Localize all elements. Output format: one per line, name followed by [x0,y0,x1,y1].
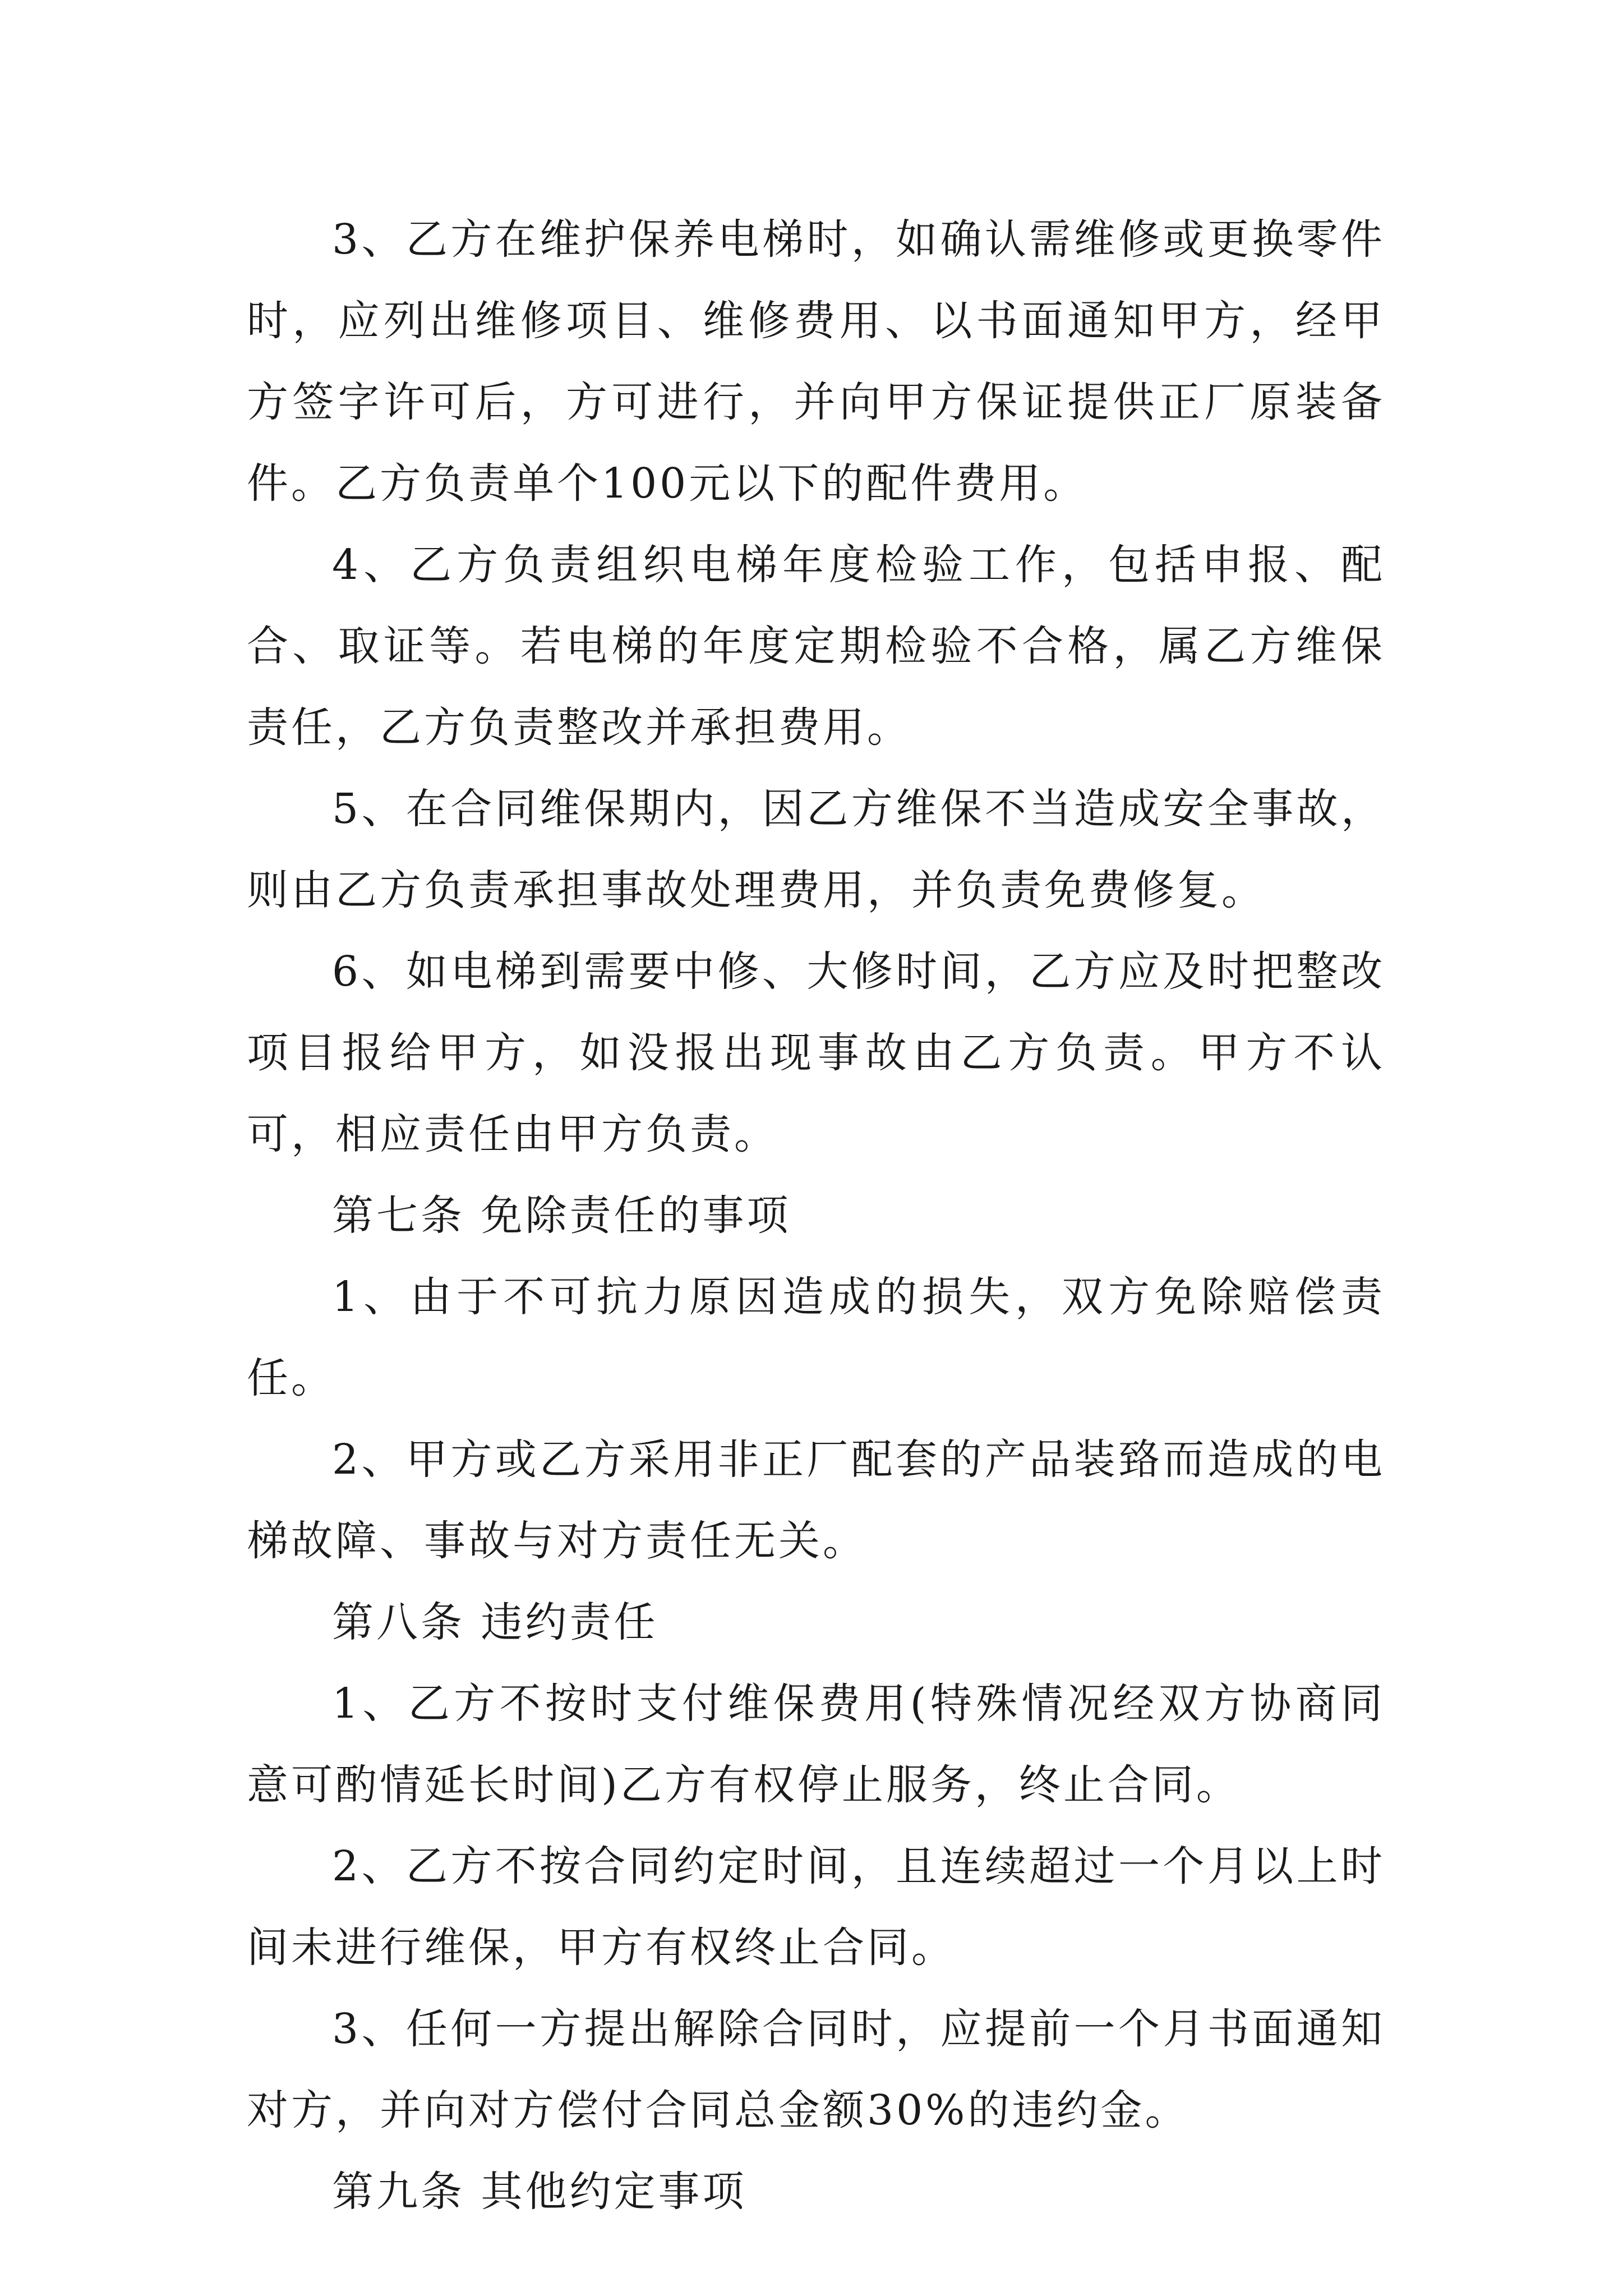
clause-6-item-5: 5、在合同维保期内，因乙方维保不当造成安全事故，则由乙方负责承担事故处理费用，并负责免费修复。 [247,785,1385,914]
document-body [247,199,1385,2233]
clause-8-item-1: 1、乙方不按时支付维保费用(特殊情况经双方协商同意可酌情延长时间)乙方有权停止服务，终止合同。 [247,1680,1385,1809]
clause-8-item-3: 3、任何一方提出解除合同时，应提前一个月书面通知对方，并向对方偿付合同总金额30%的违约金。 [247,2005,1385,2134]
clause-8-heading: 第八条 违约责任 [332,1598,658,1646]
clause-7-item-1: 1、由于不可抗力原因造成的损失，双方免除赔偿责任。 [247,1273,1385,1402]
clause-6-item-6: 6、如电梯到需要中修、大修时间，乙方应及时把整改项目报给甲方，如没报出现事故由乙方负责。甲方不认可，相应责任由甲方负责。 [247,947,1385,1158]
clause-9-heading: 第九条 其他约定事项 [332,2168,747,2216]
clause-7-heading: 第七条 免除责任的事项 [332,1191,791,1240]
clause-7-item-2: 2、甲方或乙方采用非正厂配套的产品装臵而造成的电梯故障、事故与对方责任无关。 [247,1435,1385,1565]
clause-6-item-3: 3、乙方在维护保养电梯时，如确认需维修或更换零件时，应列出维修项目、维修费用、以书面通知甲方，经甲方签字许可后，方可进行，并向甲方保证提供正厂原装备件。乙方负责单个100元以下的配件费用。 [247,215,1385,508]
clause-6-item-4: 4、乙方负责组织电梯年度检验工作，包括申报、配合、取证等。若电梯的年度定期检验不合格，属乙方维保责任，乙方负责整改并承担费用。 [247,541,1385,752]
clause-8-item-2: 2、乙方不按合同约定时间，且连续超过一个月以上时间未进行维保，甲方有权终止合同。 [247,1842,1385,1972]
